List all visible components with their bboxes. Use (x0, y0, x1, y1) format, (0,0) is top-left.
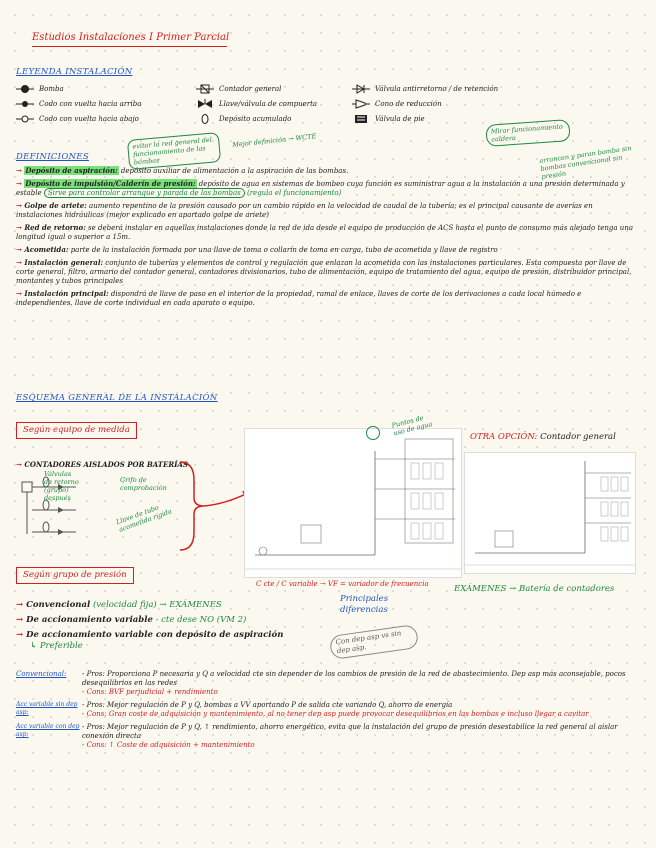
legend-item (16, 84, 64, 94)
scheme-drawing (465, 453, 635, 573)
definition-term: Instalación general: (24, 258, 104, 267)
by-pressure-box: Según grupo de presión (16, 567, 134, 584)
definition-text: se deberá instalar en aquellas instalaciones donde la red de ida desde el equipo de producción de ACS hasta el punto de consumo más alejado tenga una longitud igual o superior a 15m. (16, 224, 633, 241)
other-option-label: OTRA OPCIÓN: (470, 432, 538, 442)
pressure-item (16, 615, 346, 626)
deposit-note: evitar la red general del funcionamiento de las bombas (127, 132, 221, 170)
definition-item (16, 289, 638, 308)
by-meter-box: Según equipo de medida (16, 422, 137, 439)
comparison-pro: - Pros: Mejor regulación de P y Q, bombas a VV aportando P de salida cte variando Q, ahorro de energía (82, 701, 453, 709)
regula-note: (regula el funcionamiento) (246, 189, 342, 197)
comparison-block (16, 723, 640, 750)
reducer-icon (352, 99, 370, 109)
meters-note: Grifo de comprobación (120, 476, 167, 492)
legend-heading: LEYENDA INSTALACIÓN (16, 67, 133, 77)
arrancan-note: arrancan y paran bomba sin bombas convencional sin presión (538, 144, 632, 181)
comparison-body (82, 670, 640, 697)
definition-term: Depósito de impulsión/Calderín de presión: (25, 179, 196, 188)
pressure-label: Convencional (26, 600, 91, 610)
comparison (16, 670, 640, 750)
scheme-diagram-1 (244, 428, 462, 578)
gate-valve-icon (196, 99, 214, 109)
elbow-up-icon (16, 99, 34, 109)
arrow-icon: → (16, 630, 27, 640)
other-option-value: Contador general (540, 432, 616, 442)
sirve-note: Sirve para controlar arranque y parada de las bombas (44, 188, 245, 198)
definition-term: Red de retorno: (24, 223, 86, 232)
grey-note: Con dep asp vs sin dep asp. (329, 624, 419, 660)
tank-icon (196, 114, 214, 124)
arrow-icon: → (16, 289, 25, 298)
definition-text: aumento repentino de la presión causado por un cambio rápido en la velocidad de caudal de la tubería; es el principal causante de averías en instalaciones hidráulicas (mejor explicado en apartado golpe de ariete) (16, 202, 593, 219)
legend-label: Válvula de pie (375, 114, 425, 123)
definition-term: Acometida: (24, 245, 69, 254)
comparison-pro: - Pros: Mejor regulación de P y Q, ↑ rendimiento, ahorro energético, evita que la instalación del grupo de presión desestabilice la red general al aislar conexión directa (82, 723, 618, 740)
definition-item (16, 201, 638, 220)
legend-label: Válvula antirretorno / de retención (375, 84, 499, 93)
comparison-label: Convencional: (16, 670, 67, 678)
comparison-body (82, 701, 640, 719)
definitions-list (16, 166, 638, 311)
highlight-circle-icon (366, 426, 380, 440)
pressure-list (16, 600, 346, 652)
definition-item (16, 223, 638, 242)
arrow-icon: → (16, 201, 25, 210)
legend-label: Codo con vuelta hacia abajo (39, 114, 139, 123)
comparison-block (16, 670, 640, 697)
comparison-con: - Cons: ↑ Coste de adquisición + mantenimiento (82, 741, 255, 749)
elbow-down-icon (16, 114, 34, 124)
definition-text: depósito de agua en sistemas de bombeo cuya función es suministrar agua a la instalación a una presión determinada y estable (16, 180, 625, 197)
legend-item (352, 114, 425, 124)
definition-text: conjunto de tuberías y elementos de control y regulación que enlazan la acometida con las instalaciones particulares. Esta compuesta por llave de corte general, filtro, armario del contador general, contadores divisionarios, tubo de alimentación, equipo de tratamiento del agua, equipo de presión, distribuidor principal, montantes y tubos principales (16, 259, 632, 285)
mejor-definicion-note: Mejor definición → WCTE (231, 132, 317, 149)
arrow-icon: → (16, 460, 25, 469)
legend-item (16, 99, 141, 109)
definition-item (16, 245, 638, 255)
exams-note: EXÁMENES → Batería de contadores (454, 584, 615, 594)
definition-text: depósito auxiliar de alimentación a la aspiración de las bombas. (120, 167, 349, 175)
other-option (470, 432, 616, 443)
comparison-label: Acc variable sin dep asp: (16, 701, 78, 716)
legend-item (16, 114, 139, 124)
scheme-diagram-2 (464, 452, 636, 574)
legend-label: Codo con vuelta hacia arriba (39, 99, 142, 108)
meters-note: Llave de tubo acometida rígida (115, 503, 173, 534)
definitions-heading: DEFINICIONES (16, 152, 89, 162)
definition-item (16, 258, 638, 286)
meter-icon (196, 84, 214, 94)
blue-note: Principales diferencias (340, 594, 389, 615)
arrow-icon: → (16, 245, 25, 254)
pressure-item (16, 630, 346, 652)
pressure-note: ↳ Preferible (30, 641, 83, 651)
comparison-con: - Cons: Gran coste de adquisición y mantenimiento, al no tener dep asp puede provocar desequilibrios en las bombas e incluso llegar a cavitar (82, 710, 589, 718)
definition-item (16, 166, 638, 176)
comparison-label: Acc variable con dep asp: (16, 723, 80, 738)
definition-item (16, 179, 638, 198)
legend-label: Llave/válvula de compuerta (219, 99, 318, 108)
arrow-icon: → (16, 615, 27, 625)
page-title: Estudios Instalaciones I Primer Parcial (32, 32, 230, 43)
definition-text: dispondrá de llave de paso en el interior de la propiedad, ramal de enlace, llaves de corte de los derivaciones a cada local húmedo e independientes, llave de corte individual en cada aparato o equipo. (16, 290, 582, 307)
comparison-con: - Cons: BVF perjudicial + rendimiento (82, 688, 218, 696)
legend-label: Contador general (219, 84, 282, 93)
definition-term: Depósito de aspiración: (25, 166, 118, 175)
legend-label: Depósito acumulado (219, 114, 292, 123)
green-note-top: Puntos de uso de agua (390, 413, 434, 438)
foot-valve-icon (352, 114, 370, 124)
arrow-icon: → (16, 223, 25, 232)
comparison-block (16, 701, 640, 719)
pressure-label: De accionamiento variable (26, 615, 153, 625)
legend-label: Bomba (39, 84, 64, 93)
definition-term: Golpe de ariete: (24, 201, 87, 210)
pressure-note: - cte dese NO (VM 2) (155, 615, 247, 625)
meters-note: Válvulas de retorno (grupo) después (44, 470, 79, 502)
comparison-body (82, 723, 640, 750)
meters-item (16, 460, 188, 470)
check-valve-icon (352, 84, 370, 94)
scheme-drawing (245, 429, 461, 577)
pressure-label: De accionamiento variable con depósito de aspiración (26, 630, 284, 640)
arrow-icon: → (16, 179, 25, 188)
comparison-pro: - Pros: Proporciona P necesaria y Q a velocidad cte sin depender de los cambios de presión de la red de abastecimiento. Dep asp más aconsejable, pocos desequilibrios en las redes (82, 670, 626, 687)
mirar-note: Mirar funcionamiento caldera (485, 119, 570, 147)
red-note: C cte / C variable → VF = variador de frecuencia (256, 580, 429, 588)
legend-item (352, 84, 498, 94)
legend-item (196, 84, 281, 94)
pump-icon (16, 84, 34, 94)
title-underline (32, 46, 227, 47)
legend-item (352, 99, 442, 109)
scheme-heading: ESQUEMA GENERAL DE LA INSTALACIÓN (16, 393, 218, 403)
legend-item (196, 99, 317, 109)
arrow-icon: → (16, 600, 27, 610)
pressure-note: (velocidad fija) → EXÁMENES (92, 600, 222, 610)
legend-item (196, 114, 291, 124)
meters-item-label: CONTADORES AISLADOS POR BATERÍAS (24, 460, 188, 469)
legend-label: Cono de reducción (375, 99, 442, 108)
arrow-icon: → (16, 258, 25, 267)
arrow-icon: → (16, 166, 25, 175)
pressure-item (16, 600, 346, 611)
definition-text: parte de la instalación formada por una llave de toma o collarín de toma en carga, tubo de acometida y llave de registro (70, 246, 498, 254)
definition-term: Instalación principal: (24, 289, 109, 298)
